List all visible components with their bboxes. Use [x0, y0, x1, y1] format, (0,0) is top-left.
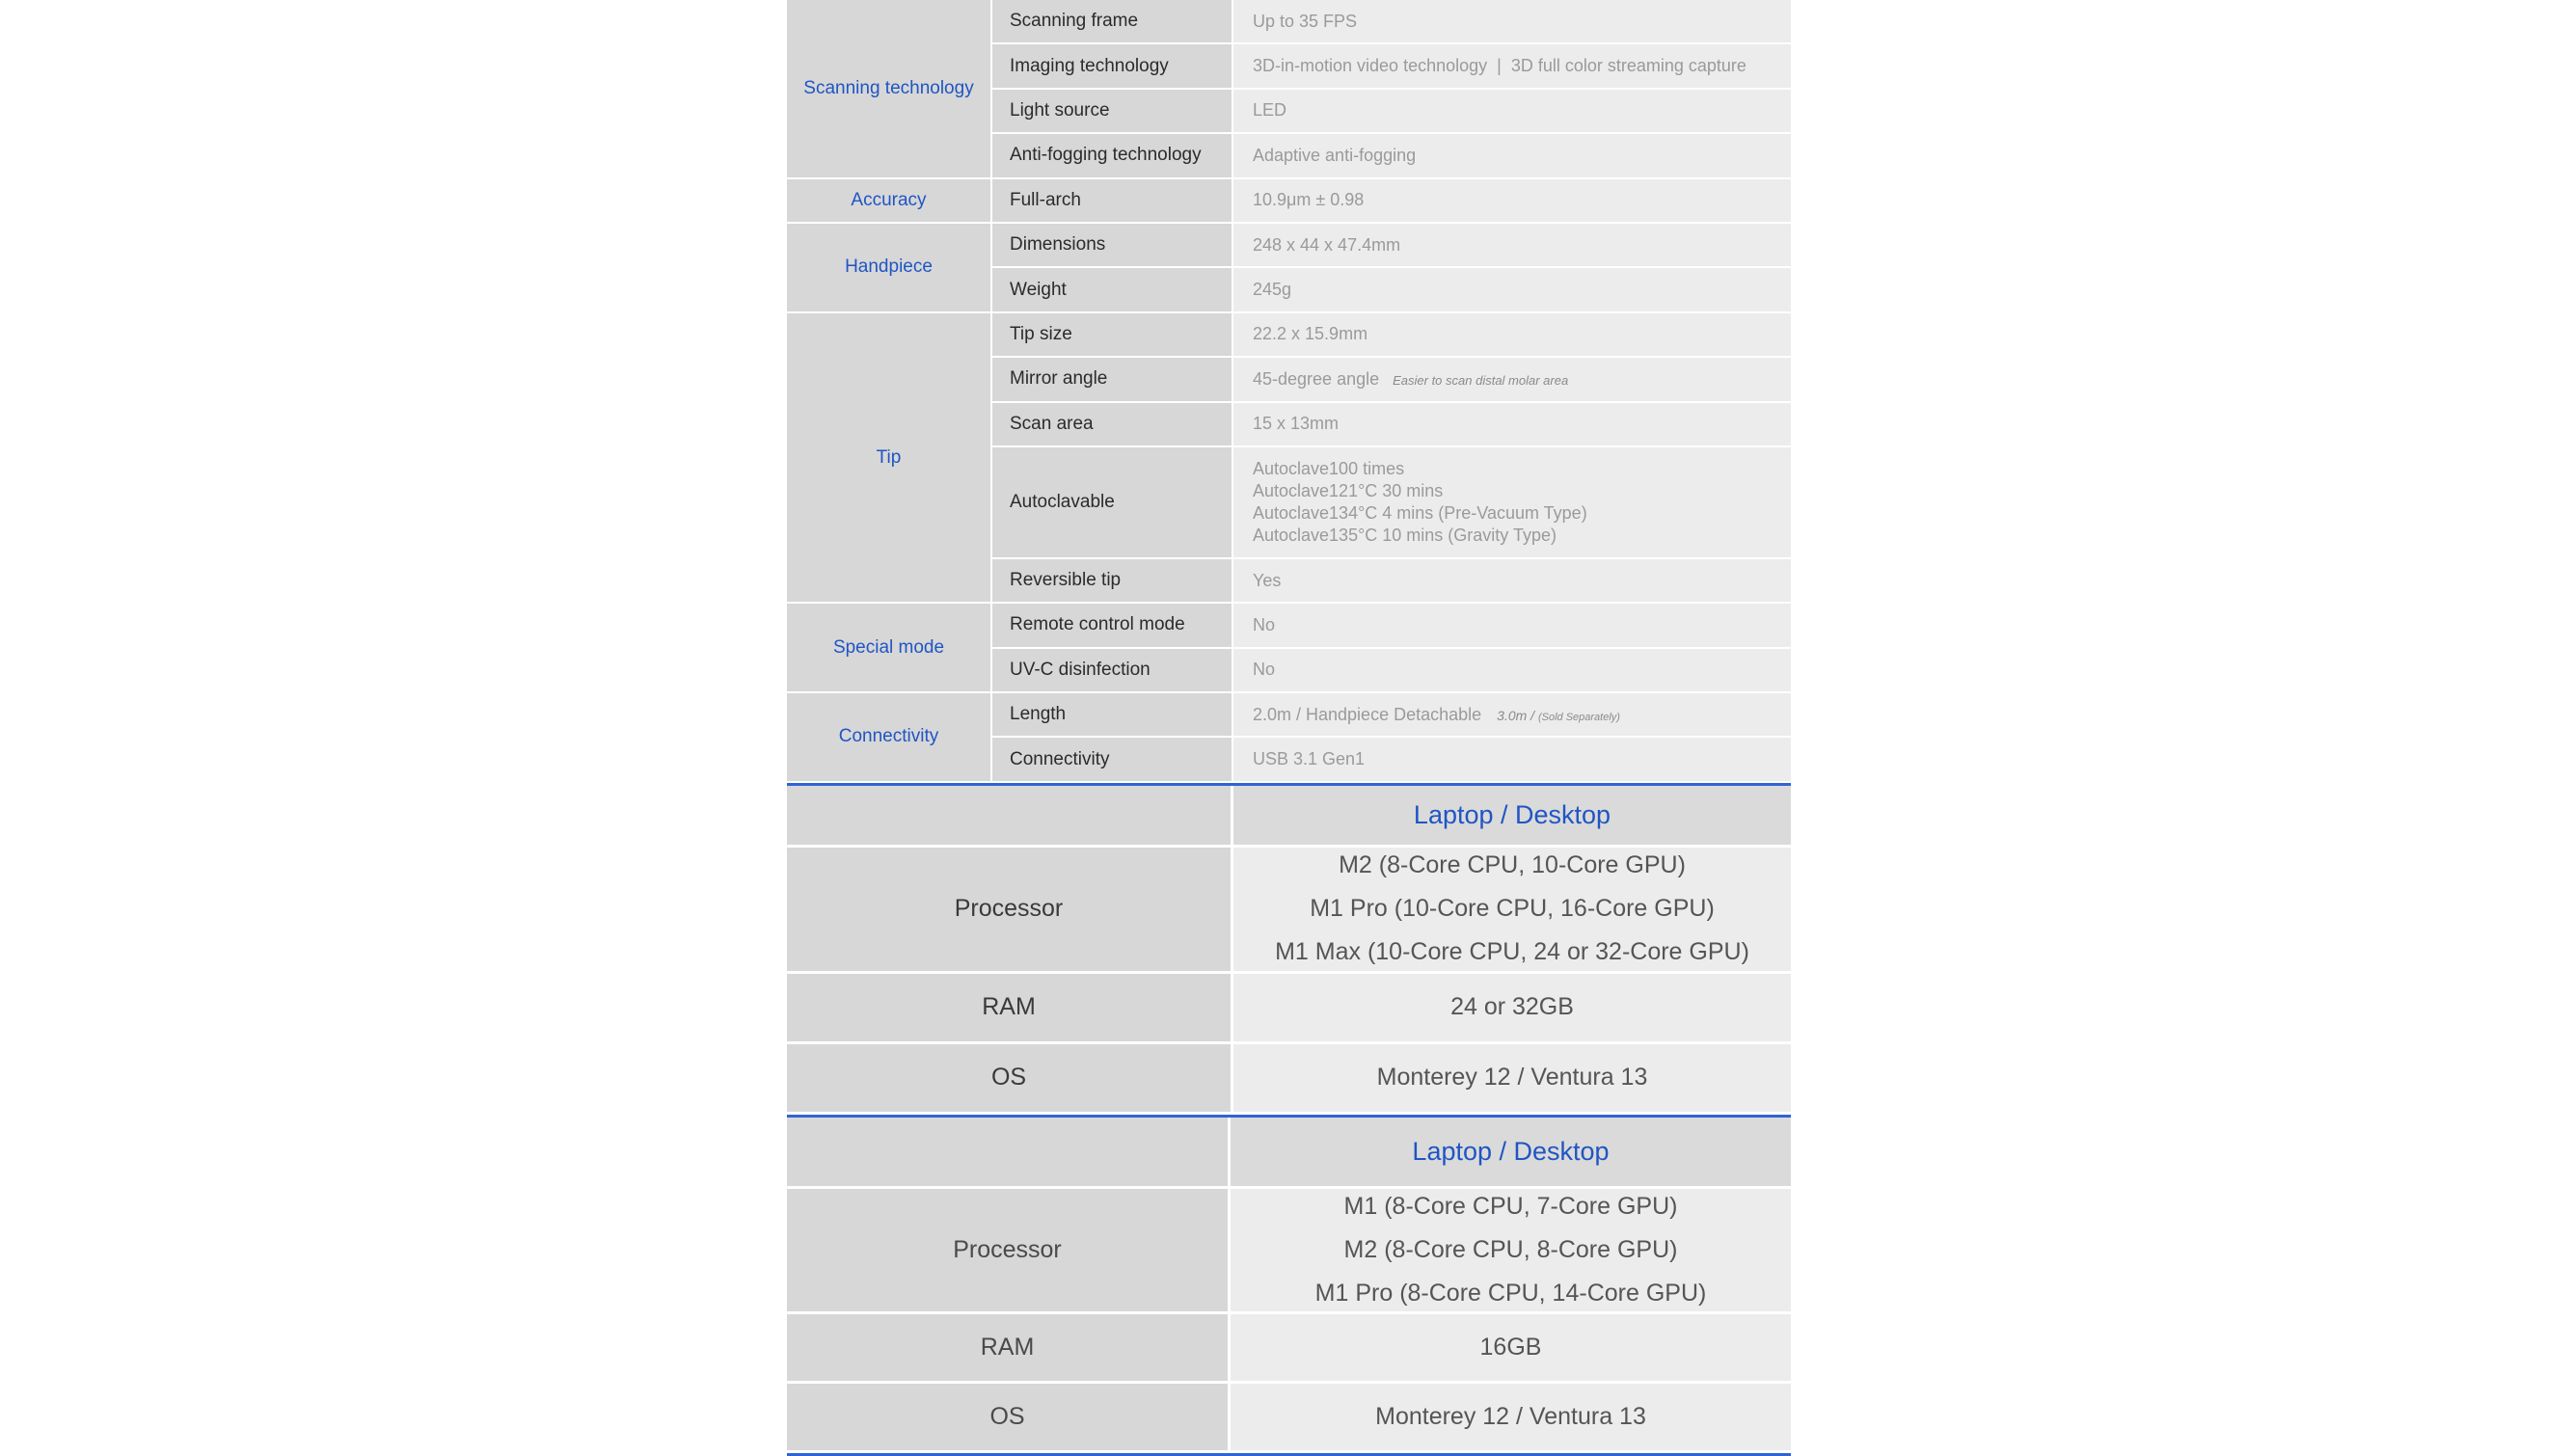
spec-value: 15 x 13mm — [1233, 403, 1791, 447]
spec-label: Scan area — [992, 403, 1233, 447]
category-scanning-technology: Scanning technology — [787, 0, 992, 179]
processor-option: M1 Max (10-Core CPU, 24 or 32-Core GPU) — [1275, 938, 1749, 966]
processor-option: M1 (8-Core CPU, 7-Core GPU) — [1343, 1192, 1678, 1220]
os-row — [787, 1384, 1791, 1453]
processor-row — [787, 1189, 1791, 1314]
processor-option: M1 Pro (8-Core CPU, 14-Core GPU) — [1314, 1279, 1707, 1307]
system-requirements-1 — [787, 783, 1791, 1115]
ram-value: 16GB — [1231, 1314, 1791, 1381]
length-note — [1497, 708, 1620, 723]
spec-label: Anti-fogging technology — [992, 134, 1233, 178]
spec-value: 245g — [1233, 268, 1791, 312]
mirror-note: Easier to scan distal molar area — [1393, 372, 1569, 388]
spec-label: Full-arch — [992, 179, 1233, 224]
spec-value — [1233, 693, 1791, 738]
spec-label: Tip size — [992, 313, 1233, 358]
length-note-main: 3.0m / — [1497, 707, 1535, 723]
spec-value — [1233, 44, 1791, 89]
spec-label: Connectivity — [992, 738, 1233, 782]
spec-label: Light source — [992, 90, 1233, 134]
processor-option: M2 (8-Core CPU, 8-Core GPU) — [1343, 1235, 1678, 1263]
header-blank-cell — [787, 786, 1233, 845]
spec-label: Autoclavable — [992, 447, 1233, 559]
spec-label: Imaging technology — [992, 44, 1233, 89]
spec-value: Yes — [1233, 559, 1791, 604]
table-row — [787, 224, 1791, 268]
category-accuracy: Accuracy — [787, 179, 992, 224]
spec-label: Scanning frame — [992, 0, 1233, 44]
ram-value: 24 or 32GB — [1233, 974, 1791, 1041]
os-label: OS — [787, 1384, 1231, 1450]
bottom-accent-line — [787, 1453, 1791, 1456]
spec-value — [1233, 447, 1791, 559]
spec-label: Length — [992, 693, 1233, 738]
imaging-value-a: 3D-in-motion video technology — [1253, 56, 1488, 76]
spec-value: 248 x 44 x 47.4mm — [1233, 224, 1791, 268]
processor-option: M1 Pro (10-Core CPU, 16-Core GPU) — [1310, 895, 1715, 923]
category-special-mode: Special mode — [787, 604, 992, 693]
spec-label: Weight — [992, 268, 1233, 312]
os-label: OS — [787, 1044, 1233, 1112]
spec-value: 22.2 x 15.9mm — [1233, 313, 1791, 358]
ram-row — [787, 1314, 1791, 1384]
autoclave-line: Autoclave135°C 10 mins (Gravity Type) — [1253, 525, 1557, 545]
spec-value: No — [1233, 604, 1791, 648]
table-row — [787, 693, 1791, 738]
table-row — [787, 0, 1791, 44]
table-row — [787, 604, 1791, 648]
spec-value: 10.9μm ± 0.98 — [1233, 179, 1791, 224]
autoclave-line: Autoclave121°C 30 mins — [1253, 480, 1444, 500]
category-connectivity: Connectivity — [787, 693, 992, 783]
table-row — [787, 179, 1791, 224]
spec-value: LED — [1233, 90, 1791, 134]
spec-value: No — [1233, 649, 1791, 693]
spec-label: UV-C disinfection — [992, 649, 1233, 693]
processor-values — [1231, 1189, 1791, 1311]
spec-label: Mirror angle — [992, 358, 1233, 402]
spec-value: USB 3.1 Gen1 — [1233, 738, 1791, 782]
table-row — [787, 313, 1791, 358]
spec-value — [1233, 358, 1791, 402]
spec-label: Reversible tip — [992, 559, 1233, 604]
spec-value: Up to 35 FPS — [1233, 0, 1791, 44]
imaging-value-b: 3D full color streaming capture — [1510, 56, 1746, 76]
spec-value: Adaptive anti-fogging — [1233, 134, 1791, 178]
autoclave-line: Autoclave134°C 4 mins (Pre-Vacuum Type) — [1253, 502, 1587, 523]
ram-label: RAM — [787, 974, 1233, 1041]
ram-label: RAM — [787, 1314, 1231, 1381]
header-blank-cell — [787, 1118, 1231, 1186]
spec-label: Dimensions — [992, 224, 1233, 268]
processor-row — [787, 848, 1791, 974]
processor-option: M2 (8-Core CPU, 10-Core GPU) — [1339, 851, 1686, 879]
requirements-header-row — [787, 1118, 1791, 1189]
mirror-value: 45-degree angle — [1253, 368, 1380, 389]
ram-row — [787, 974, 1791, 1044]
processor-label: Processor — [787, 1189, 1231, 1311]
os-row — [787, 1044, 1791, 1115]
length-value: 2.0m / Handpiece Detachable — [1253, 704, 1482, 724]
os-value: Monterey 12 / Ventura 13 — [1231, 1384, 1791, 1450]
autoclave-line: Autoclave100 times — [1253, 458, 1405, 478]
value-separator: | — [1497, 56, 1502, 76]
spec-sheet — [787, 0, 1791, 1456]
system-requirements-2 — [787, 1115, 1791, 1453]
os-value: Monterey 12 / Ventura 13 — [1233, 1044, 1791, 1112]
processor-values — [1233, 848, 1791, 971]
spec-label: Remote control mode — [992, 604, 1233, 648]
category-handpiece: Handpiece — [787, 224, 992, 313]
spec-table — [787, 0, 1791, 783]
processor-label: Processor — [787, 848, 1233, 971]
requirements-header-row — [787, 786, 1791, 848]
requirements-header: Laptop / Desktop — [1231, 1118, 1791, 1186]
category-tip: Tip — [787, 313, 992, 605]
length-note-small: (Sold Separately) — [1537, 711, 1620, 723]
requirements-header: Laptop / Desktop — [1233, 786, 1791, 845]
